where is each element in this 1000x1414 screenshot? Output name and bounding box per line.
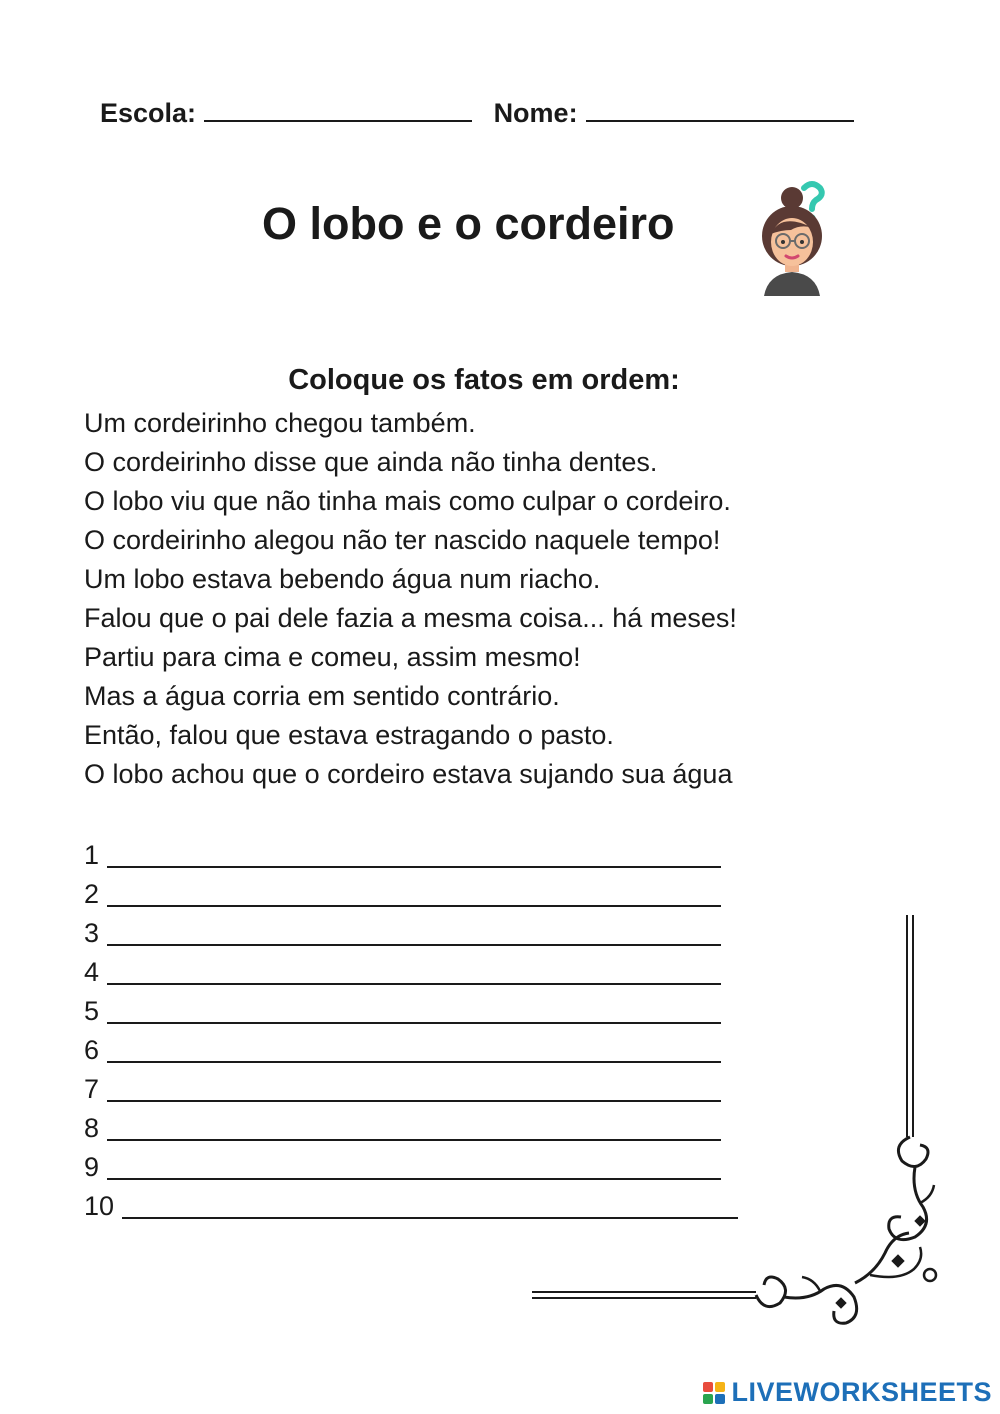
name-label: Nome: — [493, 98, 578, 128]
fact-item: Partiu para cima e comeu, assim mesmo! — [84, 642, 581, 672]
fact-item: Mas a água corria em sentido contrário. — [84, 681, 560, 711]
fact-item: O lobo viu que não tinha mais como culpar o cordeiro. — [84, 486, 731, 516]
instructions-heading: Coloque os fatos em ordem: — [288, 364, 680, 396]
answer-number: 7 — [84, 1074, 100, 1104]
school-field[interactable] — [204, 96, 472, 122]
fact-item: O lobo achou que o cordeiro estava sujando sua água — [84, 759, 733, 789]
answer-number: 3 — [84, 918, 100, 948]
liveworksheets-brand — [703, 1377, 992, 1408]
answer-field[interactable] — [107, 879, 721, 907]
fact-item: Então, falou que estava estragando o pasto. — [84, 720, 614, 750]
answer-field[interactable] — [107, 840, 721, 868]
avatar-icon — [752, 178, 836, 296]
corner-ornament-icon — [520, 905, 950, 1325]
answer-number: 6 — [84, 1035, 100, 1065]
answer-number: 2 — [84, 879, 100, 909]
page-title: O lobo e o cordeiro — [262, 198, 675, 249]
fact-item: Falou que o pai dele fazia a mesma coisa... há meses! — [84, 603, 737, 633]
answer-number: 10 — [84, 1191, 115, 1221]
answer-number: 8 — [84, 1113, 100, 1143]
name-field[interactable] — [586, 96, 854, 122]
answer-row — [84, 836, 738, 875]
school-label: Escola: — [100, 98, 197, 128]
answer-number: 4 — [84, 957, 100, 987]
answer-number: 9 — [84, 1152, 100, 1182]
answer-number: 1 — [84, 840, 100, 870]
fact-item: Um cordeirinho chegou também. — [84, 408, 476, 438]
fact-item: O cordeirinho alegou não ter nascido naquele tempo! — [84, 525, 721, 555]
answer-number: 5 — [84, 996, 100, 1026]
fact-item: Um lobo estava bebendo água num riacho. — [84, 564, 601, 594]
liveworksheets-logo-icon — [703, 1382, 725, 1404]
fact-item: O cordeirinho disse que ainda não tinha dentes. — [84, 447, 658, 477]
brand-name: LIVEWORKSHEETS — [731, 1377, 992, 1407]
facts-list — [84, 404, 737, 794]
header — [100, 96, 868, 129]
